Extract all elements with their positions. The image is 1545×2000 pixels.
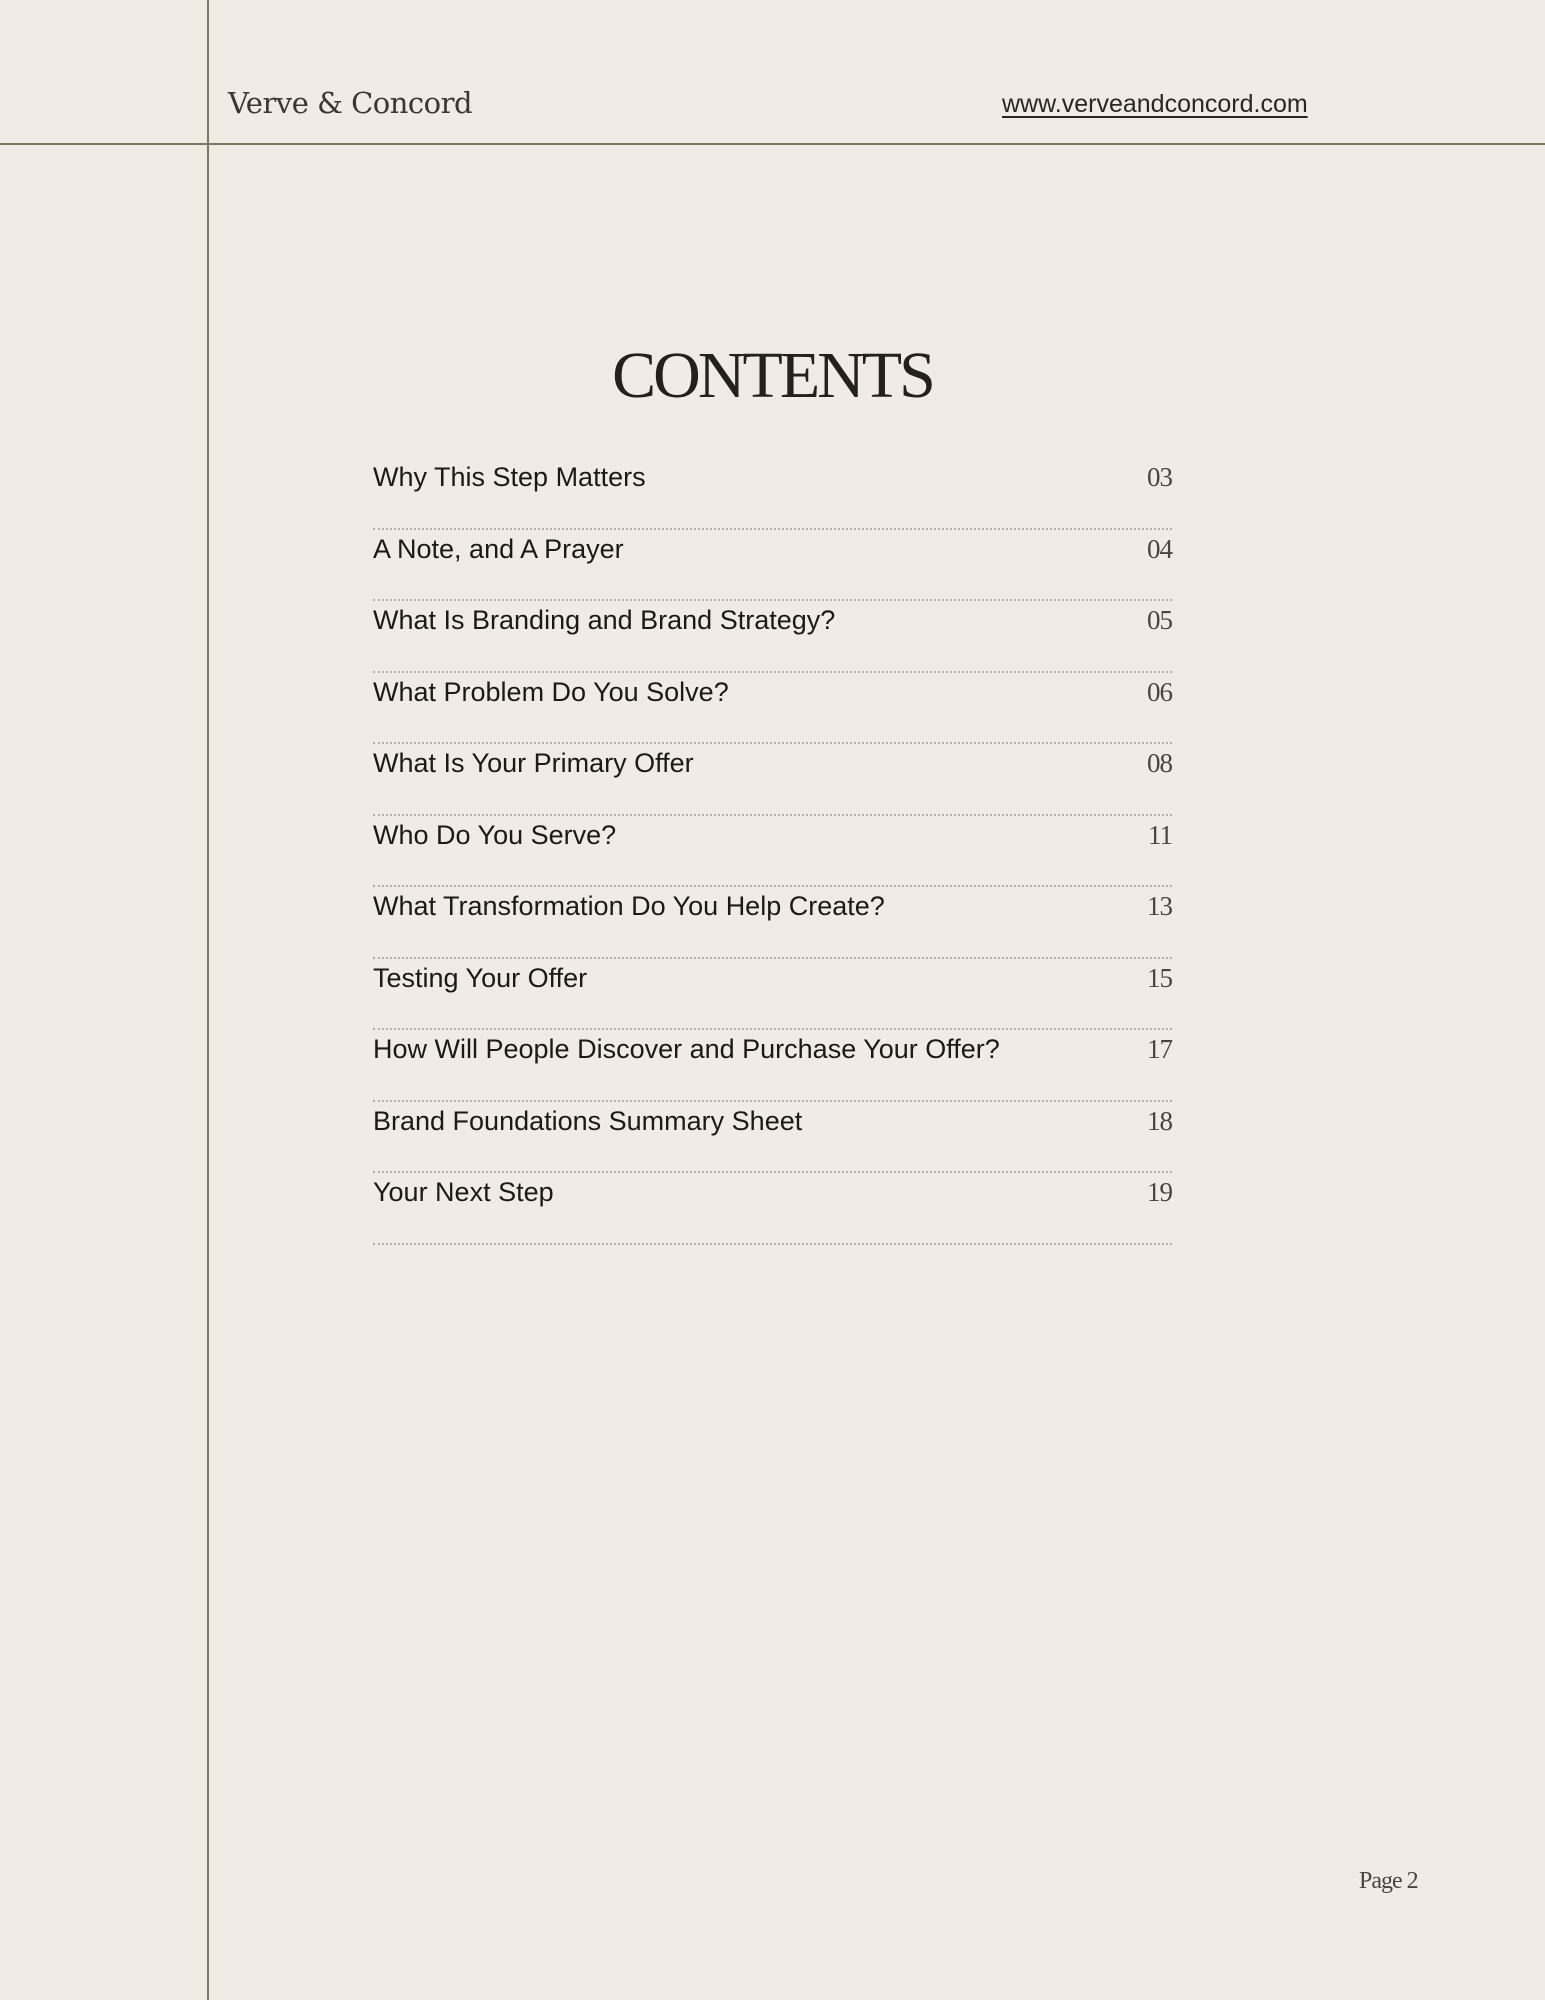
toc-item[interactable] (373, 673, 1172, 745)
toc-item-page: 18 (1147, 1105, 1172, 1136)
toc-item[interactable] (373, 744, 1172, 816)
toc-item-page: 05 (1147, 605, 1172, 635)
toc-item-page: 06 (1147, 676, 1172, 707)
toc-item[interactable] (373, 530, 1172, 602)
toc-item-page: 17 (1147, 1034, 1172, 1064)
toc-item-label: Testing Your Offer (373, 962, 588, 993)
toc-item[interactable] (373, 959, 1172, 1031)
toc-item-page: 19 (1147, 1177, 1172, 1207)
toc-item-label: How Will People Discover and Purchase Your Offer? (373, 1034, 1000, 1064)
table-of-contents (373, 458, 1172, 1245)
toc-item-label: What Transformation Do You Help Create? (373, 891, 885, 921)
toc-item-page: 13 (1147, 891, 1172, 921)
toc-item-label: Brand Foundations Summary Sheet (373, 1105, 803, 1136)
page-number: Page 2 (1359, 1868, 1418, 1894)
toc-item-page: 03 (1147, 462, 1172, 492)
toc-item[interactable] (373, 601, 1172, 673)
website-link[interactable]: www.verveandconcord.com (1002, 90, 1308, 118)
header-rule (0, 143, 1545, 145)
brand-name: Verve & Concord (228, 86, 473, 120)
toc-item[interactable] (373, 1102, 1172, 1174)
toc-item[interactable] (373, 816, 1172, 888)
toc-item-page: 04 (1147, 533, 1172, 564)
toc-item[interactable] (373, 458, 1172, 530)
toc-item-label: Who Do You Serve? (373, 819, 617, 850)
toc-item[interactable] (373, 1030, 1172, 1102)
toc-item-page: 15 (1147, 962, 1172, 993)
toc-item-label: Why This Step Matters (373, 462, 646, 492)
vertical-rule (207, 0, 209, 2000)
toc-item-label: What Is Branding and Brand Strategy? (373, 605, 836, 635)
toc-item-label: Your Next Step (373, 1177, 554, 1207)
toc-item[interactable] (373, 887, 1172, 959)
toc-item[interactable] (373, 1173, 1172, 1245)
toc-item-label: What Is Your Primary Offer (373, 748, 694, 778)
toc-item-label: What Problem Do You Solve? (373, 676, 729, 707)
toc-item-page: 11 (1148, 819, 1172, 850)
page-title: CONTENTS (612, 339, 933, 412)
toc-item-page: 08 (1147, 748, 1172, 778)
toc-item-label: A Note, and A Prayer (373, 533, 624, 564)
